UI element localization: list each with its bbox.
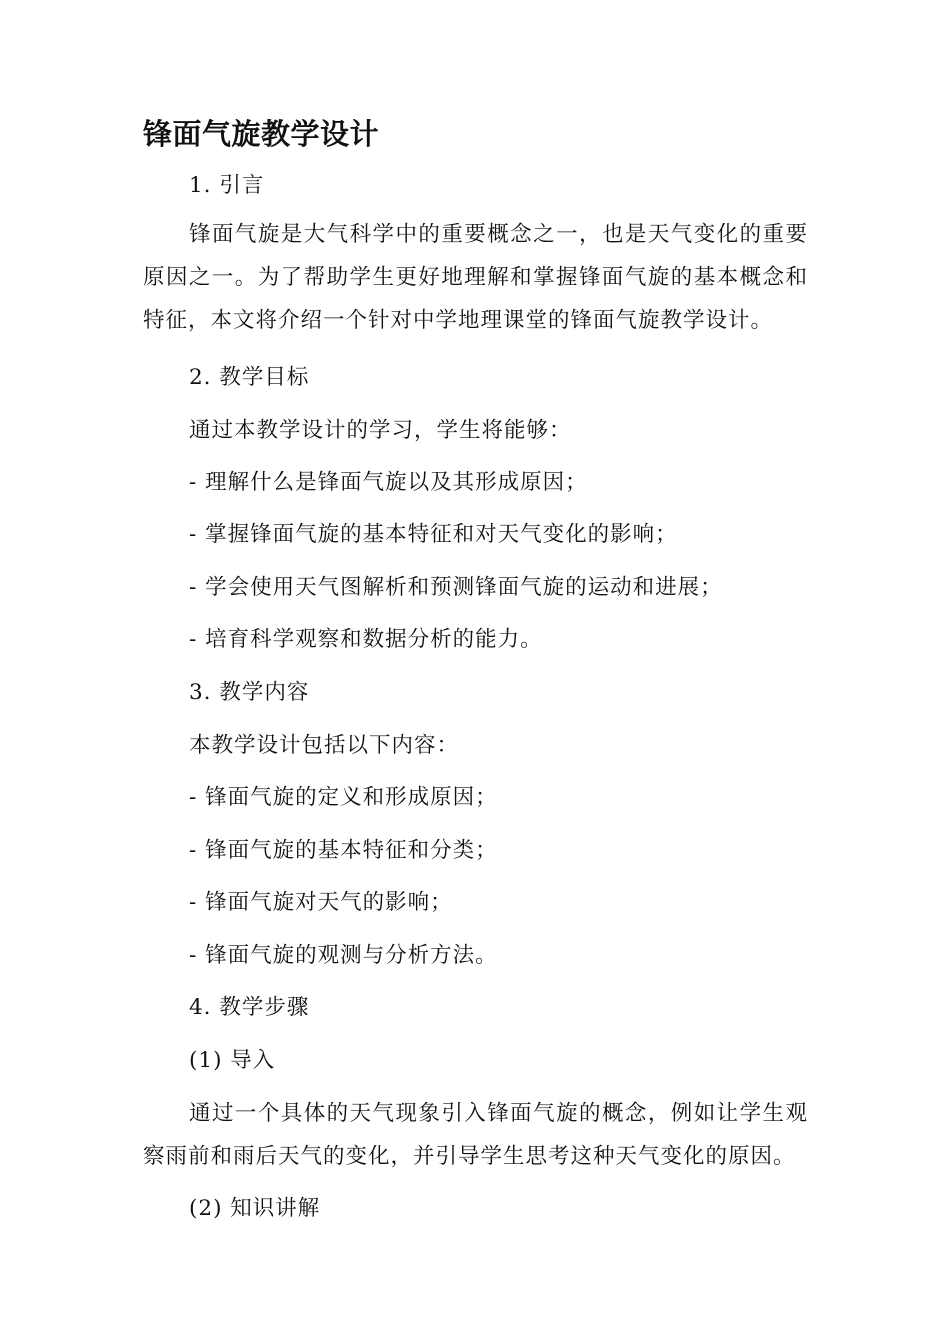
section-heading-steps: 4. 教学步骤 — [189, 995, 310, 1020]
list-item: - 锋面气旋的基本特征和分类； — [189, 838, 498, 863]
list-item: - 培育科学观察和数据分析的能力。 — [189, 627, 543, 652]
goals-lead-text: 通过本教学设计的学习，学生将能够： — [189, 418, 572, 443]
list-item: - 掌握锋面气旋的基本特征和对天气变化的影响； — [189, 522, 678, 547]
document-title: 锋面气旋教学设计 — [143, 117, 380, 151]
section-heading-intro: 1. 引言 — [189, 173, 265, 198]
list-item: - 锋面气旋的观测与分析方法。 — [189, 943, 498, 968]
list-item: - 理解什么是锋面气旋以及其形成原因； — [189, 470, 588, 495]
step-heading-explanation: (2) 知识讲解 — [189, 1196, 321, 1221]
section-heading-content: 3. 教学内容 — [189, 680, 310, 705]
content-lead-text: 本教学设计包括以下内容： — [189, 733, 460, 758]
step-heading-intro: (1) 导入 — [189, 1048, 276, 1073]
intro-paragraph: 锋面气旋是大气科学中的重要概念之一，也是天气变化的重要原因之一。为了帮助学生更好地理解和掌握锋面气旋的基本概念和特征，本文将介绍一个针对中学地理课堂的锋面气旋教学设计。 — [143, 222, 808, 333]
step-intro-paragraph: 通过一个具体的天气现象引入锋面气旋的概念，例如让学生观察雨前和雨后天气的变化，并引导学生思考这种天气变化的原因。 — [143, 1101, 808, 1169]
list-item: - 锋面气旋对天气的影响； — [189, 890, 453, 915]
section-heading-goals: 2. 教学目标 — [189, 365, 310, 390]
list-item: - 学会使用天气图解析和预测锋面气旋的运动和进展； — [189, 575, 723, 600]
list-item: - 锋面气旋的定义和形成原因； — [189, 785, 498, 810]
